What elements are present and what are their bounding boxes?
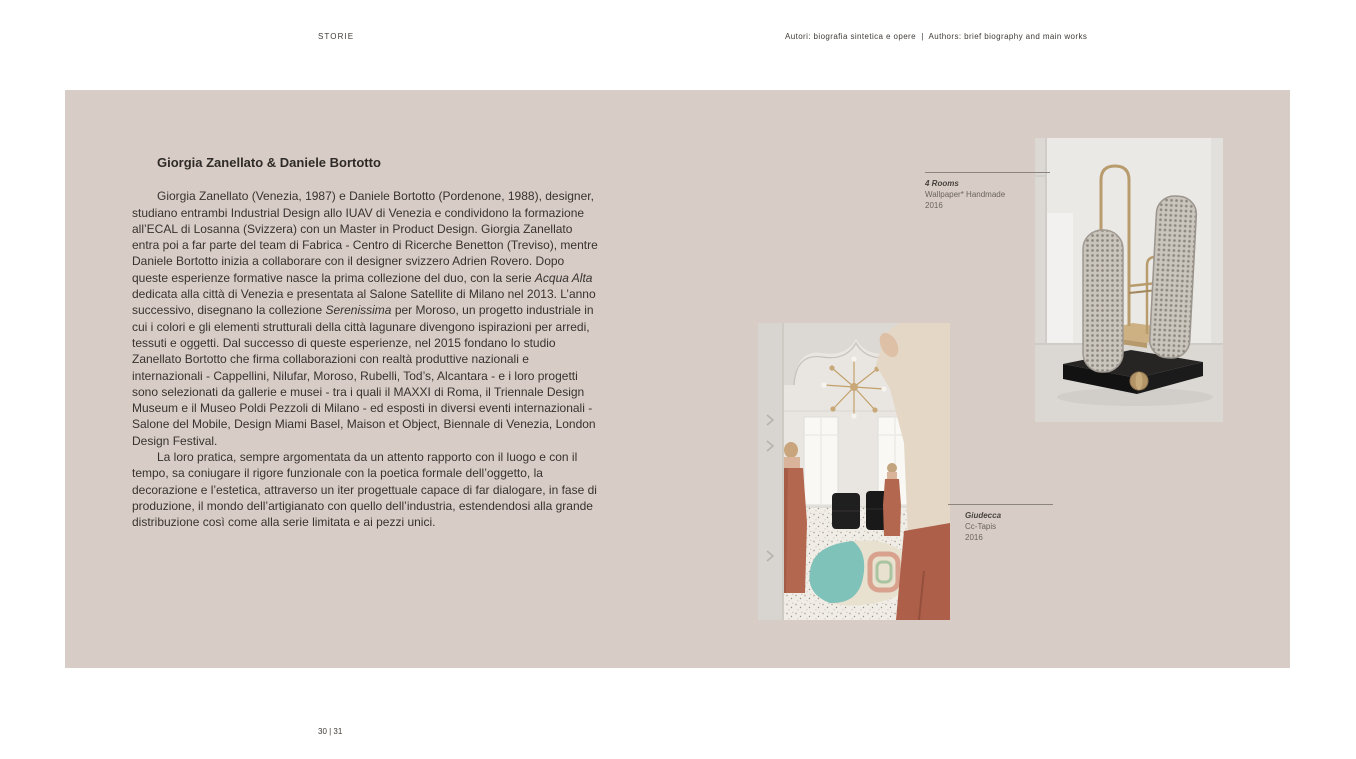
caption-rule <box>948 504 1053 505</box>
biography-article <box>132 155 599 531</box>
figure-caption <box>925 178 1005 211</box>
caption-client: Cc-Tapis <box>965 522 997 531</box>
caption-title: 4 Rooms <box>925 179 959 188</box>
biography-paragraph: Giorgia Zanellato (Venezia, 1987) e Daniele Bortotto (Pordenone, 1988), designer, studiano entrambi Industrial Design allo IUAV di Venezia e condividono la formazione all’ECAL di Losanna (Svizzera) con un Master in Product Design. Giorgia Zanellato entra poi a far parte del team di Fabrica - Centro di Ricerche Benetton (Treviso), mentre Daniele Bortotto inizia a collaborare con il designer svizzero Adrien Rovero. Dopo queste esperienze formative nasce la prima collezione del duo, con la serie Acqua Alta dedicata alla città di Venezia e presentata al Salone Satellite di Milano nel 2013. L’anno successivo, disegnano la collezione Serenissima per Moroso, un progetto industriale in cui i colori e gli elementi strutturali della città lagunare divengono ispirazioni per arredi, tessuti e oggetti. Dal successo di queste esperienze, nel 2015 fondano lo studio Zanellato Bortotto che firma collaborazioni con realtà produttive nazionali e internazionali - Cappellini, Nilufar, Moroso, Rubelli, Tod’s, Alcantara - e i loro progetti sono selezionati da gallerie e musei - tra i quali il MAXXI di Roma, il Triennale Design Museum e il Museo Poldi Pezzoli di Milano - ed esposti in diversi eventi internazionali - Salone del Mobile, Design Miami Basel, Maison et Object, Biennale di Venezia, London Design Festival. <box>132 189 598 448</box>
page-numbers: 30 | 31 <box>318 727 343 736</box>
four-rooms-photo <box>1035 138 1223 422</box>
right-perforated-screen <box>1149 195 1197 359</box>
running-head-section: STORIE <box>318 32 355 41</box>
running-head-description: Autori: biografia sintetica e opere | Authors: brief biography and main works <box>785 32 1088 41</box>
left-perforated-screen <box>1083 230 1123 372</box>
caption-year: 2016 <box>965 533 983 542</box>
left-pilaster <box>758 323 784 620</box>
giudecca-photo <box>758 323 950 620</box>
caption-year: 2016 <box>925 201 943 210</box>
figure-caption <box>965 510 1001 543</box>
caption-client: Wallpaper* Handmade <box>925 190 1006 199</box>
caption-rule <box>925 172 1050 173</box>
caption-title: Giudecca <box>965 511 1002 520</box>
brass-wheel <box>1130 372 1148 390</box>
article-title: Giorgia Zanellato & Daniele Bortotto <box>157 155 381 170</box>
practice-paragraph: La loro pratica, sempre argomentata da un attento rapporto con il luogo e con il tempo, sa coniugare il rigore funzionale con la poetica formale dell’oggetto, la decorazione e l’estetica, attraverso un iter progettuale capace di far dialogare, in fase di produzione, il mondo dell’artigianato con quello dell’industria, estendendosi alla grande distribuzione così come alla serie limitata e ai pezzi unici. <box>132 450 597 530</box>
tall-window-left <box>804 417 838 505</box>
round-rug <box>809 540 911 605</box>
